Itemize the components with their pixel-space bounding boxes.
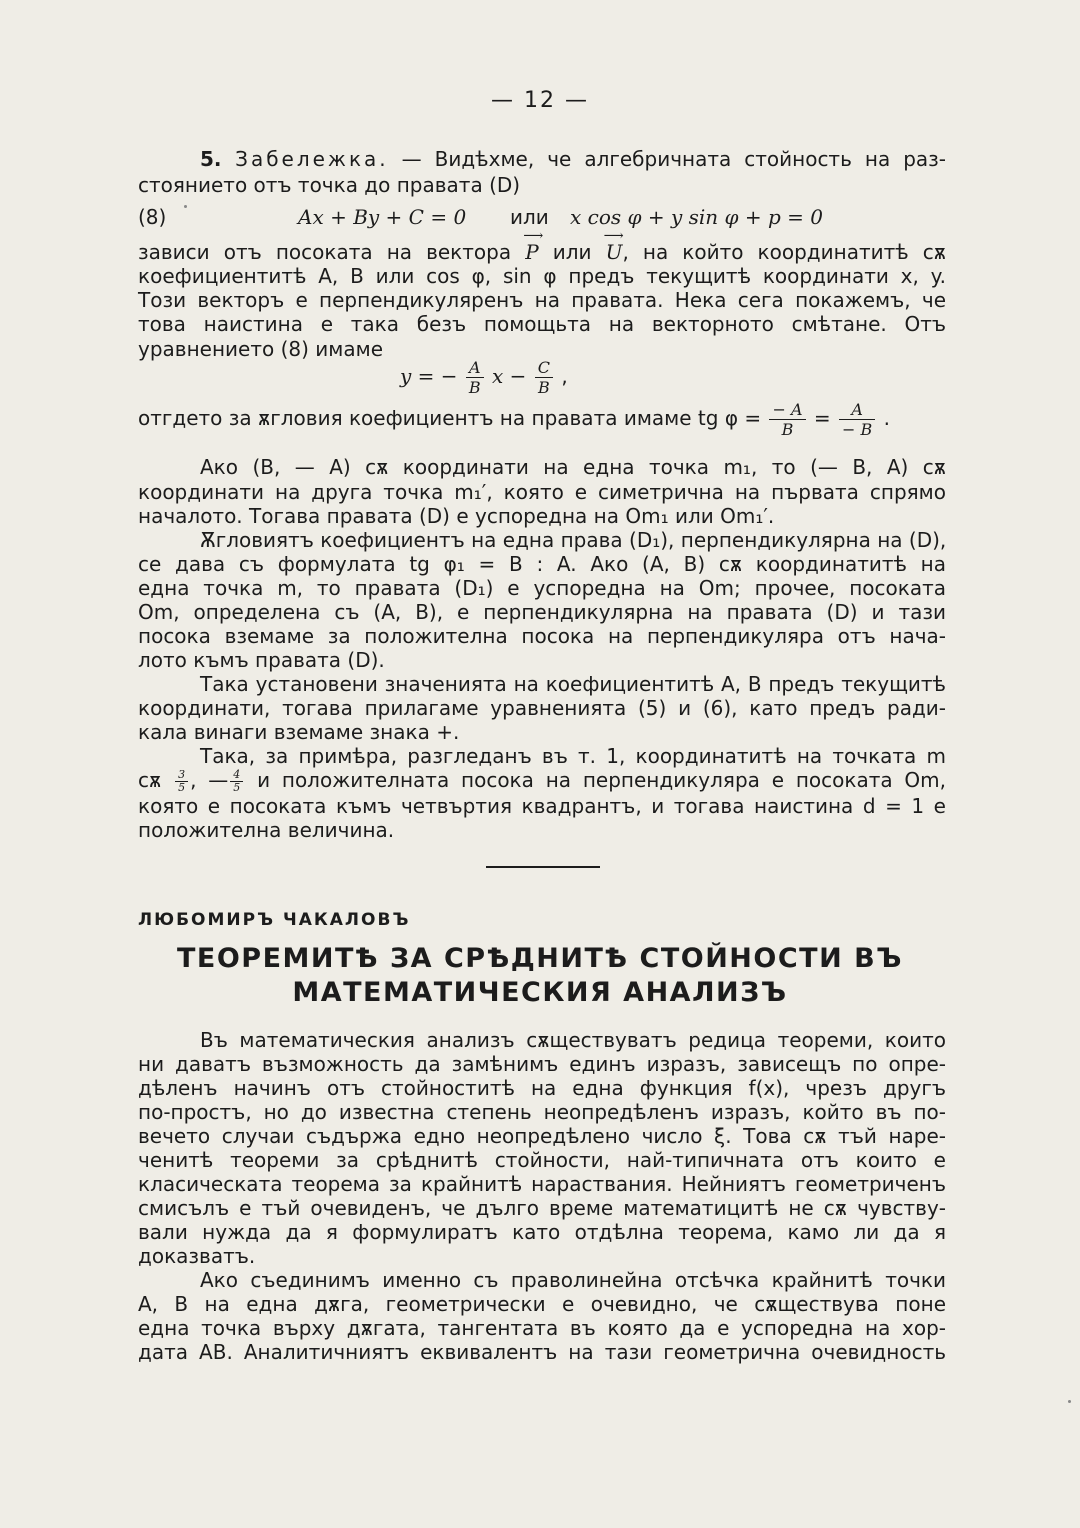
text-line: ни даватъ възможность да замѣнимъ единъ изразъ, зависещъ по опре- bbox=[138, 1052, 946, 1076]
text-line: координати на друга точка m₁′, която е симетрична на първата спрямо bbox=[138, 480, 946, 504]
text-line: Този векторъ е перпендикуляренъ на правата. Нека сега покажемъ, че bbox=[138, 288, 946, 312]
equation-text: x − bbox=[492, 364, 527, 388]
text-line: лото къмъ правата (D). bbox=[138, 648, 385, 672]
fraction bbox=[535, 358, 553, 397]
numerator: 4 bbox=[230, 769, 243, 782]
text-line bbox=[138, 768, 946, 794]
remark-label: Забележка. bbox=[235, 147, 389, 171]
denominator: B bbox=[781, 420, 794, 439]
text-segment: или bbox=[538, 240, 606, 264]
equation-right: x cos φ + y sin φ + p = 0 bbox=[570, 205, 824, 229]
text-line: Ако (B, — A) сѫ координати на една точка m₁, то (— B, A) сѫ bbox=[200, 455, 946, 479]
vector-p: ⟶ P bbox=[525, 240, 538, 264]
equation-y bbox=[400, 358, 700, 397]
tangent-line bbox=[138, 400, 946, 439]
text-line: една точка m, то правата (D₁) е успоредна на Om; прочее, посоката bbox=[138, 576, 946, 600]
text-line: се дава съ формулата tg φ₁ = B : A. Ако (A, B) сѫ координатитѣ на bbox=[138, 552, 946, 576]
text-line: една точка върху дѫгата, тангентата въ която да е успоредна на хор- bbox=[138, 1316, 946, 1340]
text-line: началото. Тогава правата (D) е успоредна на Om₁ или Om₁′. bbox=[138, 504, 775, 528]
fraction bbox=[466, 358, 484, 397]
text-segment: , на който координатитѣ сѫ bbox=[622, 240, 947, 264]
text-line: която е посоката къмъ четвъртия квадрантъ, и тогава наистина d = 1 е bbox=[138, 794, 946, 818]
equation-label: (8) bbox=[138, 205, 167, 229]
text-line: вечето случаи съдържа едно неопредѣлено число ξ. Това сѫ тъй наре- bbox=[138, 1124, 946, 1148]
text-line: ченитѣ теореми за срѣднитѣ стойности, най-типичната отъ които е bbox=[138, 1148, 946, 1172]
equation-or: или bbox=[510, 205, 549, 229]
text-segment: . bbox=[883, 406, 890, 430]
numerator: 3 bbox=[175, 769, 188, 782]
text-line: коефициентитѣ A, B или cos φ, sin φ предъ текущитѣ координати x, y. bbox=[138, 264, 946, 288]
text-line: дата AB. Аналитичниятъ еквивалентъ на тази геометрична очевидность bbox=[138, 1340, 946, 1364]
text-segment: зависи отъ посоката на вектора bbox=[138, 240, 526, 264]
denominator: B bbox=[468, 378, 481, 397]
paper-speck bbox=[184, 205, 187, 208]
text-line: A, B на една дѫга, геометрически е очевидно, че сѫществува поне bbox=[138, 1292, 946, 1316]
text-line: уравнението (8) имаме bbox=[138, 337, 383, 361]
equation-left: Ax + By + C = 0 bbox=[298, 205, 467, 229]
remark-heading-line bbox=[200, 147, 946, 171]
text-segment: и положителната посока на перпендикуляра е посоката Om, bbox=[257, 768, 947, 792]
denominator: − B bbox=[842, 420, 873, 439]
fraction bbox=[175, 769, 188, 794]
paper-speck bbox=[1068, 1400, 1071, 1403]
fraction bbox=[839, 400, 875, 439]
text-line: по-простъ, но до известна степень неопредѣленъ изразъ, който въ по- bbox=[138, 1100, 946, 1124]
page-number: — 12 — bbox=[491, 88, 589, 113]
denominator: 5 bbox=[178, 781, 186, 794]
text-line: доказватъ. bbox=[138, 1244, 256, 1268]
text-line: смисълъ е тъй очевиденъ, че дълго време математицитѣ не сѫ чувству- bbox=[138, 1196, 946, 1220]
article-title-line: ТЕОРЕМИТѢ ЗА СРѢДНИТѢ СТОЙНОСТИ ВЪ bbox=[176, 943, 904, 974]
text-line: стоянието отъ точка до правата (D) bbox=[138, 173, 521, 197]
text-line: Ѫгловиятъ коефициентъ на една права (D₁), перпендикулярна на (D), bbox=[200, 528, 947, 552]
vector-u: ⟶ U bbox=[606, 240, 623, 264]
article-author: ЛЮБОМИРЪ ЧАКАЛОВЪ bbox=[138, 910, 411, 930]
text-line: това наистина е така безъ помощьта на векторното смѣтане. Отъ bbox=[138, 312, 946, 336]
text-line: Om, определена съ (A, B), е перпендикулярна на правата (D) и тази bbox=[138, 600, 946, 624]
text-line: класическата теорема за крайнитѣ нараствания. Нейниятъ геометриченъ bbox=[138, 1172, 946, 1196]
remark-text: — Видѣхме, че алгебричната стойность на раз- bbox=[388, 147, 946, 171]
article-title-line: МАТЕМАТИЧЕСКИЯ АНАЛИЗЪ bbox=[292, 977, 788, 1008]
numerator: A bbox=[839, 400, 875, 420]
equation-text: y = − bbox=[400, 364, 458, 388]
text-line: координати, тогава прилагаме уравненията (5) и (6), като предъ ради- bbox=[138, 696, 946, 720]
text-segment: отгдето за ѫгловия коефициентъ на правата имаме tg φ = bbox=[138, 406, 762, 430]
fraction bbox=[769, 400, 805, 439]
denominator: B bbox=[538, 378, 550, 397]
text-line: дѣленъ начинъ отъ стойноститѣ на една функция f(x), чрезъ другъ bbox=[138, 1076, 946, 1100]
text-line: положителна величина. bbox=[138, 818, 395, 842]
text-line: Ако съединимъ именно съ праволинейна отсѣчка крайнитѣ точки bbox=[200, 1268, 946, 1292]
equation-text: , bbox=[561, 364, 568, 388]
text-line: Така, за примѣра, разгледанъ въ т. 1, координатитѣ на точката m bbox=[200, 744, 946, 768]
numerator: A bbox=[466, 358, 484, 378]
numerator: C bbox=[535, 358, 553, 378]
text-line: посока вземаме за положителна посока на перпендикуляра отъ нача- bbox=[138, 624, 946, 648]
section-divider bbox=[486, 866, 600, 868]
numerator: − A bbox=[769, 400, 805, 420]
text-line: Така установени значенията на коефициентитѣ A, B предъ текущитѣ bbox=[200, 672, 946, 696]
text-segment: = bbox=[813, 406, 831, 430]
denominator: 5 bbox=[233, 781, 241, 794]
fraction bbox=[230, 769, 243, 794]
text-line: вали нужда да я формулиратъ като отдѣлна теорема, камо ли да я bbox=[138, 1220, 946, 1244]
text-segment: сѫ bbox=[138, 768, 162, 792]
text-segment: , — bbox=[190, 768, 229, 792]
remark-number: 5. bbox=[200, 147, 236, 171]
text-line bbox=[138, 240, 946, 264]
text-line: Въ математическия анализъ сѫществуватъ редица теореми, които bbox=[200, 1028, 946, 1052]
text-line: кала винаги вземаме знака +. bbox=[138, 720, 460, 744]
